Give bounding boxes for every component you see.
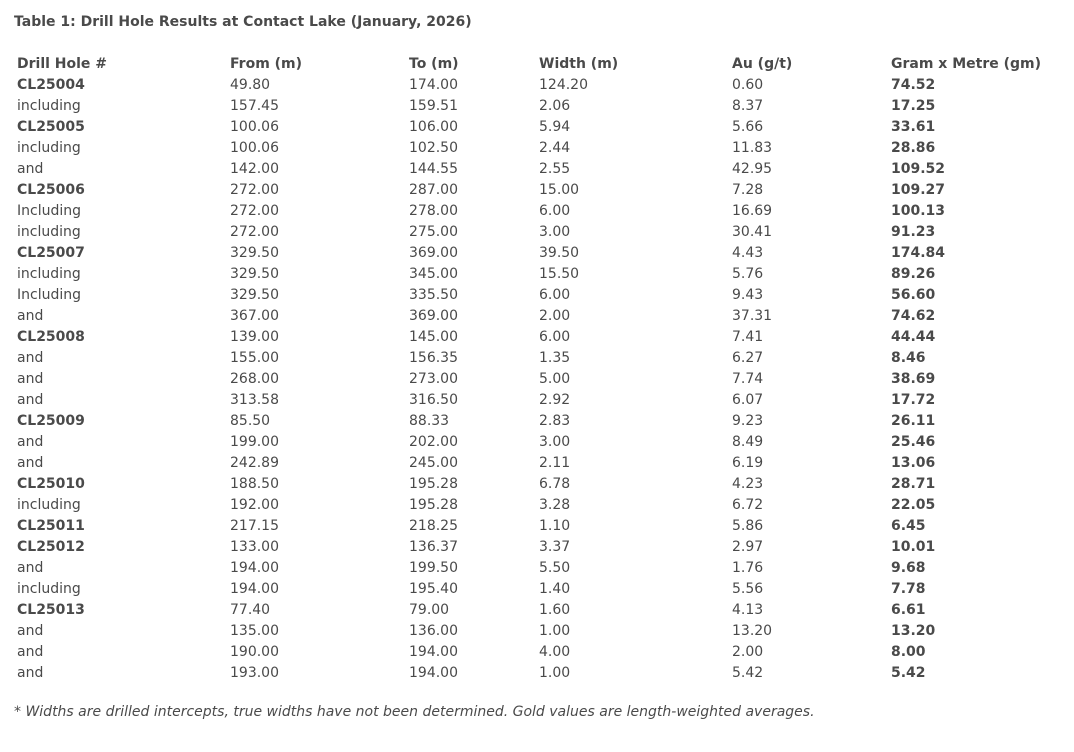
cell-width: 15.00 xyxy=(539,182,580,198)
cell-gram-metre: 7.78 xyxy=(891,581,926,597)
table-row xyxy=(14,642,1058,663)
cell-drill-hole: including xyxy=(17,266,81,282)
cell-au: 9.43 xyxy=(732,287,764,303)
cell-au: 1.76 xyxy=(732,560,764,576)
header-gram-metre: Gram x Metre (gm) xyxy=(891,56,1042,72)
cell-au: 16.69 xyxy=(732,203,773,219)
cell-drill-hole: Including xyxy=(17,203,81,219)
header-au: Au (g/t) xyxy=(732,56,793,72)
cell-width: 2.55 xyxy=(539,161,571,177)
cell-au: 37.31 xyxy=(732,308,773,324)
cell-width: 2.83 xyxy=(539,413,571,429)
cell-drill-hole: CL25004 xyxy=(17,77,85,93)
cell-drill-hole: and xyxy=(17,392,44,408)
cell-drill-hole: including xyxy=(17,140,81,156)
cell-from: 329.50 xyxy=(230,287,279,303)
cell-gram-metre: 109.27 xyxy=(891,182,946,198)
cell-gram-metre: 25.46 xyxy=(891,434,936,450)
cell-au: 4.13 xyxy=(732,602,764,618)
cell-from: 217.15 xyxy=(230,518,279,534)
cell-drill-hole: and xyxy=(17,350,44,366)
cell-from: 157.45 xyxy=(230,98,279,114)
cell-from: 367.00 xyxy=(230,308,279,324)
cell-width: 2.44 xyxy=(539,140,571,156)
cell-width: 2.92 xyxy=(539,392,571,408)
table-row xyxy=(14,96,1058,117)
header-drill-hole: Drill Hole # xyxy=(17,56,108,72)
cell-from: 49.80 xyxy=(230,77,271,93)
cell-drill-hole: including xyxy=(17,224,81,240)
cell-from: 100.06 xyxy=(230,119,279,135)
cell-to: 275.00 xyxy=(409,224,458,240)
cell-au: 7.74 xyxy=(732,371,764,387)
cell-gram-metre: 74.52 xyxy=(891,77,936,93)
cell-au: 5.56 xyxy=(732,581,764,597)
table-row xyxy=(14,117,1058,138)
table-row xyxy=(14,201,1058,222)
cell-from: 133.00 xyxy=(230,539,279,555)
cell-drill-hole: CL25008 xyxy=(17,329,85,345)
cell-gram-metre: 44.44 xyxy=(891,329,936,345)
cell-drill-hole: CL25009 xyxy=(17,413,85,429)
cell-width: 1.10 xyxy=(539,518,571,534)
cell-width: 1.40 xyxy=(539,581,571,597)
cell-au: 7.41 xyxy=(732,329,764,345)
cell-au: 30.41 xyxy=(732,224,773,240)
cell-to: 287.00 xyxy=(409,182,458,198)
cell-from: 139.00 xyxy=(230,329,279,345)
header-to: To (m) xyxy=(409,56,459,72)
cell-drill-hole: Including xyxy=(17,287,81,303)
cell-drill-hole: CL25006 xyxy=(17,182,85,198)
cell-from: 194.00 xyxy=(230,560,279,576)
cell-from: 199.00 xyxy=(230,434,279,450)
cell-drill-hole: and xyxy=(17,665,44,681)
cell-au: 8.37 xyxy=(732,98,764,114)
cell-width: 15.50 xyxy=(539,266,580,282)
cell-from: 242.89 xyxy=(230,455,279,471)
cell-au: 8.49 xyxy=(732,434,764,450)
header-from: From (m) xyxy=(230,56,303,72)
table-row xyxy=(14,537,1058,558)
cell-drill-hole: CL25005 xyxy=(17,119,85,135)
cell-to: 156.35 xyxy=(409,350,458,366)
table-row xyxy=(14,558,1058,579)
cell-from: 100.06 xyxy=(230,140,279,156)
cell-from: 155.00 xyxy=(230,350,279,366)
cell-from: 142.00 xyxy=(230,161,279,177)
table-row xyxy=(14,285,1058,306)
cell-au: 5.76 xyxy=(732,266,764,282)
cell-gram-metre: 38.69 xyxy=(891,371,936,387)
table-row xyxy=(14,75,1058,96)
table-row xyxy=(14,474,1058,495)
cell-gram-metre: 8.00 xyxy=(891,644,926,660)
table-row xyxy=(14,411,1058,432)
cell-drill-hole: CL25011 xyxy=(17,518,85,534)
cell-to: 195.28 xyxy=(409,476,458,492)
cell-to: 194.00 xyxy=(409,665,458,681)
cell-gram-metre: 9.68 xyxy=(891,560,926,576)
cell-width: 2.00 xyxy=(539,308,571,324)
cell-width: 2.11 xyxy=(539,455,571,471)
cell-width: 5.00 xyxy=(539,371,571,387)
cell-au: 7.28 xyxy=(732,182,764,198)
cell-drill-hole: and xyxy=(17,644,44,660)
cell-gram-metre: 6.61 xyxy=(891,602,926,618)
cell-au: 5.66 xyxy=(732,119,764,135)
cell-from: 272.00 xyxy=(230,203,279,219)
cell-au: 6.19 xyxy=(732,455,764,471)
cell-to: 136.37 xyxy=(409,539,458,555)
table-row xyxy=(14,579,1058,600)
cell-drill-hole: CL25013 xyxy=(17,602,85,618)
table-row xyxy=(14,180,1058,201)
cell-to: 88.33 xyxy=(409,413,450,429)
table-row xyxy=(14,159,1058,180)
cell-width: 124.20 xyxy=(539,77,588,93)
cell-from: 313.58 xyxy=(230,392,279,408)
cell-gram-metre: 174.84 xyxy=(891,245,946,261)
cell-from: 194.00 xyxy=(230,581,279,597)
cell-from: 190.00 xyxy=(230,644,279,660)
table-row xyxy=(14,264,1058,285)
table-row xyxy=(14,432,1058,453)
table-row xyxy=(14,600,1058,621)
cell-width: 6.00 xyxy=(539,287,571,303)
cell-drill-hole: CL25007 xyxy=(17,245,85,261)
cell-au: 6.07 xyxy=(732,392,764,408)
cell-gram-metre: 17.72 xyxy=(891,392,936,408)
table-body xyxy=(14,75,1058,684)
cell-width: 4.00 xyxy=(539,644,571,660)
cell-gram-metre: 74.62 xyxy=(891,308,936,324)
cell-width: 5.94 xyxy=(539,119,571,135)
cell-au: 4.43 xyxy=(732,245,764,261)
drill-results-table xyxy=(14,54,1058,684)
cell-width: 39.50 xyxy=(539,245,580,261)
cell-gram-metre: 33.61 xyxy=(891,119,936,135)
cell-drill-hole: and xyxy=(17,560,44,576)
table-row xyxy=(14,348,1058,369)
cell-au: 6.27 xyxy=(732,350,764,366)
cell-au: 5.86 xyxy=(732,518,764,534)
cell-from: 193.00 xyxy=(230,665,279,681)
cell-to: 316.50 xyxy=(409,392,458,408)
cell-from: 192.00 xyxy=(230,497,279,513)
cell-from: 188.50 xyxy=(230,476,279,492)
cell-width: 6.00 xyxy=(539,329,571,345)
cell-gram-metre: 89.26 xyxy=(891,266,936,282)
cell-width: 1.00 xyxy=(539,665,571,681)
cell-to: 245.00 xyxy=(409,455,458,471)
cell-from: 135.00 xyxy=(230,623,279,639)
cell-to: 273.00 xyxy=(409,371,458,387)
cell-gram-metre: 8.46 xyxy=(891,350,926,366)
cell-au: 0.60 xyxy=(732,77,764,93)
cell-to: 174.00 xyxy=(409,77,458,93)
cell-to: 159.51 xyxy=(409,98,458,114)
cell-to: 79.00 xyxy=(409,602,450,618)
cell-width: 2.06 xyxy=(539,98,571,114)
cell-drill-hole: including xyxy=(17,581,81,597)
cell-to: 195.28 xyxy=(409,497,458,513)
table-row xyxy=(14,327,1058,348)
cell-au: 4.23 xyxy=(732,476,764,492)
table-row xyxy=(14,516,1058,537)
cell-au: 11.83 xyxy=(732,140,773,156)
cell-width: 6.78 xyxy=(539,476,571,492)
header-row xyxy=(14,54,1058,75)
cell-to: 144.55 xyxy=(409,161,458,177)
cell-drill-hole: and xyxy=(17,371,44,387)
cell-au: 6.72 xyxy=(732,497,764,513)
cell-to: 195.40 xyxy=(409,581,458,597)
cell-gram-metre: 28.86 xyxy=(891,140,936,156)
table-row xyxy=(14,222,1058,243)
cell-au: 5.42 xyxy=(732,665,764,681)
cell-to: 199.50 xyxy=(409,560,458,576)
cell-width: 3.28 xyxy=(539,497,571,513)
table-row xyxy=(14,243,1058,264)
cell-width: 1.60 xyxy=(539,602,571,618)
table-title: Table 1: Drill Hole Results at Contact Lake (January, 2026) xyxy=(14,14,472,30)
table-row xyxy=(14,369,1058,390)
cell-au: 42.95 xyxy=(732,161,773,177)
table-header xyxy=(14,54,1058,75)
cell-gram-metre: 91.23 xyxy=(891,224,936,240)
cell-gram-metre: 13.06 xyxy=(891,455,936,471)
cell-drill-hole: and xyxy=(17,623,44,639)
cell-to: 218.25 xyxy=(409,518,458,534)
cell-drill-hole: including xyxy=(17,497,81,513)
cell-from: 329.50 xyxy=(230,245,279,261)
cell-width: 3.00 xyxy=(539,224,571,240)
cell-to: 345.00 xyxy=(409,266,458,282)
cell-drill-hole: including xyxy=(17,98,81,114)
cell-width: 3.00 xyxy=(539,434,571,450)
cell-gram-metre: 109.52 xyxy=(891,161,946,177)
cell-to: 194.00 xyxy=(409,644,458,660)
table-row xyxy=(14,663,1058,684)
cell-to: 369.00 xyxy=(409,245,458,261)
cell-to: 202.00 xyxy=(409,434,458,450)
table-row xyxy=(14,306,1058,327)
cell-from: 329.50 xyxy=(230,266,279,282)
cell-gram-metre: 13.20 xyxy=(891,623,936,639)
table-row xyxy=(14,621,1058,642)
cell-gram-metre: 26.11 xyxy=(891,413,936,429)
cell-to: 369.00 xyxy=(409,308,458,324)
cell-au: 2.97 xyxy=(732,539,764,555)
cell-from: 272.00 xyxy=(230,224,279,240)
table-row xyxy=(14,453,1058,474)
cell-from: 77.40 xyxy=(230,602,271,618)
cell-to: 102.50 xyxy=(409,140,458,156)
cell-to: 136.00 xyxy=(409,623,458,639)
footnote: * Widths are drilled intercepts, true widths have not been determined. Gold values are length-weighted averages. xyxy=(14,704,815,720)
cell-from: 268.00 xyxy=(230,371,279,387)
table-row xyxy=(14,390,1058,411)
cell-gram-metre: 5.42 xyxy=(891,665,926,681)
cell-gram-metre: 10.01 xyxy=(891,539,936,555)
cell-to: 106.00 xyxy=(409,119,458,135)
cell-gram-metre: 6.45 xyxy=(891,518,926,534)
cell-width: 1.35 xyxy=(539,350,571,366)
cell-drill-hole: and xyxy=(17,434,44,450)
cell-gram-metre: 100.13 xyxy=(891,203,946,219)
table-row xyxy=(14,138,1058,159)
cell-to: 278.00 xyxy=(409,203,458,219)
cell-width: 3.37 xyxy=(539,539,571,555)
cell-drill-hole: and xyxy=(17,455,44,471)
cell-width: 1.00 xyxy=(539,623,571,639)
cell-drill-hole: and xyxy=(17,161,44,177)
cell-to: 335.50 xyxy=(409,287,458,303)
cell-from: 85.50 xyxy=(230,413,271,429)
cell-to: 145.00 xyxy=(409,329,458,345)
table-row xyxy=(14,495,1058,516)
cell-width: 5.50 xyxy=(539,560,571,576)
cell-drill-hole: CL25010 xyxy=(17,476,85,492)
cell-gram-metre: 56.60 xyxy=(891,287,936,303)
cell-gram-metre: 28.71 xyxy=(891,476,936,492)
cell-drill-hole: CL25012 xyxy=(17,539,85,555)
cell-width: 6.00 xyxy=(539,203,571,219)
cell-drill-hole: and xyxy=(17,308,44,324)
cell-gram-metre: 22.05 xyxy=(891,497,936,513)
cell-from: 272.00 xyxy=(230,182,279,198)
cell-au: 2.00 xyxy=(732,644,764,660)
cell-gram-metre: 17.25 xyxy=(891,98,936,114)
header-width: Width (m) xyxy=(539,56,619,72)
cell-au: 9.23 xyxy=(732,413,764,429)
cell-au: 13.20 xyxy=(732,623,773,639)
